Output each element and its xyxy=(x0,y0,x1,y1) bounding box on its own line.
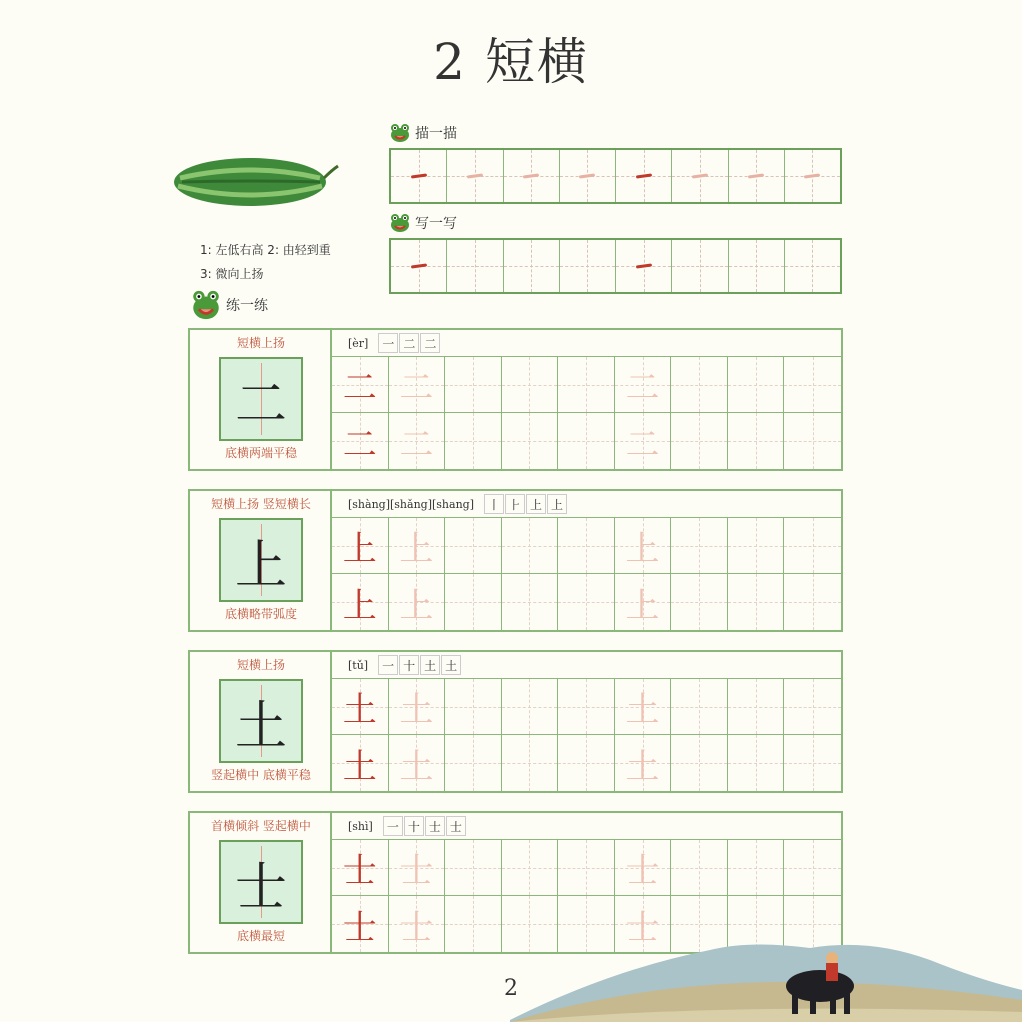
grid-cell[interactable] xyxy=(502,679,559,735)
write-cell[interactable] xyxy=(447,240,503,292)
trace-cell[interactable] xyxy=(729,150,785,202)
grid-cell[interactable] xyxy=(445,357,502,413)
model-character xyxy=(219,357,303,441)
practice-area xyxy=(332,491,841,630)
model-character xyxy=(219,679,303,763)
grid-cell[interactable] xyxy=(558,357,615,413)
pinyin-row xyxy=(332,330,841,357)
grid-cell[interactable]: 二 xyxy=(389,357,446,413)
practice-section-label xyxy=(190,288,268,322)
grid-cell[interactable]: 士 xyxy=(389,896,446,952)
grid-cell[interactable] xyxy=(445,679,502,735)
grid-cell[interactable]: 上 xyxy=(615,518,672,574)
pinyin: [shì] xyxy=(348,819,373,833)
pinyin-row xyxy=(332,652,841,679)
grid-cell[interactable] xyxy=(784,574,841,630)
grid-cell[interactable] xyxy=(558,574,615,630)
pinyin: [tǔ] xyxy=(348,658,369,672)
model-char: 土 xyxy=(234,696,287,757)
practice-label: 练一练 xyxy=(226,298,268,314)
practice-block-shang xyxy=(188,489,843,632)
trace-cell[interactable] xyxy=(785,150,840,202)
practice-block-tu xyxy=(188,650,843,793)
stroke-order xyxy=(484,494,568,514)
grid-cell[interactable]: 二 xyxy=(332,357,389,413)
tip-bottom: 底横略带弧度 xyxy=(224,607,297,621)
frog-icon xyxy=(389,212,411,234)
grid-cell[interactable] xyxy=(671,413,728,469)
grid-cell[interactable] xyxy=(728,518,785,574)
model-panel xyxy=(190,330,332,469)
model-panel xyxy=(190,652,332,791)
model-panel xyxy=(190,813,332,952)
pinyin-row xyxy=(332,491,841,518)
page-title: 2 短横 xyxy=(433,33,589,91)
writing-grid xyxy=(332,679,841,791)
trace-label: 描一描 xyxy=(415,126,457,142)
grid-cell[interactable] xyxy=(445,840,502,896)
grid-cell[interactable] xyxy=(671,679,728,735)
grid-cell[interactable]: 上 xyxy=(332,574,389,630)
stroke-step: 士 xyxy=(446,816,466,836)
stroke-step: 土 xyxy=(441,655,461,675)
stroke-step: 土 xyxy=(420,655,440,675)
write-cell[interactable] xyxy=(729,240,785,292)
write-cell[interactable] xyxy=(616,240,672,292)
grid-cell[interactable] xyxy=(784,840,841,896)
grid-cell[interactable] xyxy=(671,840,728,896)
page-number: 2 xyxy=(504,976,518,1001)
trace-cell[interactable] xyxy=(616,150,672,202)
grid-cell[interactable] xyxy=(502,735,559,791)
trace-cell[interactable] xyxy=(504,150,560,202)
tip-bottom: 底横两端平稳 xyxy=(224,446,297,460)
grid-cell[interactable] xyxy=(502,840,559,896)
stroke-step: 十 xyxy=(404,816,424,836)
grid-cell[interactable]: 上 xyxy=(332,518,389,574)
grid-cell[interactable] xyxy=(445,413,502,469)
grid-cell[interactable] xyxy=(784,735,841,791)
grid-cell[interactable] xyxy=(784,413,841,469)
write-cell[interactable] xyxy=(785,240,840,292)
gourd-illustration xyxy=(170,152,345,212)
grid-cell[interactable] xyxy=(502,413,559,469)
grid-cell[interactable] xyxy=(671,735,728,791)
tip-top: 短横上扬 xyxy=(236,658,285,672)
stroke-step: 一 xyxy=(378,655,398,675)
grid-cell[interactable]: 上 xyxy=(389,518,446,574)
tip-top: 首横倾斜 竖起横中 xyxy=(211,819,311,833)
grid-cell[interactable] xyxy=(445,574,502,630)
trace-grid xyxy=(389,148,842,204)
stroke-step: 士 xyxy=(425,816,445,836)
trace-cell[interactable] xyxy=(672,150,728,202)
grid-cell[interactable]: 士 xyxy=(389,840,446,896)
practice-block-er xyxy=(188,328,843,471)
write-cell[interactable] xyxy=(672,240,728,292)
grid-cell[interactable]: 土 xyxy=(332,735,389,791)
stroke-step: 二 xyxy=(399,333,419,353)
tips xyxy=(200,238,331,286)
write-grid xyxy=(389,238,842,294)
grid-cell[interactable] xyxy=(671,574,728,630)
pinyin: [èr] xyxy=(348,336,369,350)
grid-cell[interactable] xyxy=(445,896,502,952)
grid-cell[interactable] xyxy=(502,574,559,630)
pinyin-row xyxy=(332,813,841,840)
trace-cell[interactable] xyxy=(560,150,616,202)
stroke-step: 二 xyxy=(420,333,440,353)
grid-cell[interactable] xyxy=(728,574,785,630)
stroke-step: ⺊ xyxy=(505,494,525,514)
write-section-label xyxy=(389,212,457,234)
grid-cell[interactable] xyxy=(784,357,841,413)
model-panel xyxy=(190,491,332,630)
frog-icon xyxy=(389,122,411,144)
write-cell[interactable] xyxy=(391,240,447,292)
stroke-step: 上 xyxy=(526,494,546,514)
tip-top: 短横上扬 xyxy=(236,336,285,350)
practice-area xyxy=(332,330,841,469)
writing-grid xyxy=(332,357,841,469)
grid-cell[interactable] xyxy=(502,518,559,574)
grid-cell[interactable]: 土 xyxy=(615,735,672,791)
grid-cell[interactable]: 土 xyxy=(615,679,672,735)
pinyin: [shàng][shǎng][shang] xyxy=(348,497,474,511)
grid-cell[interactable]: 二 xyxy=(389,413,446,469)
tip-bottom: 竖起横中 底横平稳 xyxy=(211,768,311,782)
write-cell[interactable] xyxy=(504,240,560,292)
stroke-step: 十 xyxy=(399,655,419,675)
model-character xyxy=(219,840,303,924)
write-cell[interactable] xyxy=(560,240,616,292)
frog-icon xyxy=(190,288,222,322)
grid-cell[interactable] xyxy=(728,357,785,413)
grid-cell[interactable] xyxy=(558,840,615,896)
tip-bottom: 底横最短 xyxy=(236,929,285,943)
grid-cell[interactable]: 上 xyxy=(615,574,672,630)
grid-cell[interactable] xyxy=(558,413,615,469)
grid-cell[interactable] xyxy=(445,518,502,574)
tip-top: 短横上扬 竖短横长 xyxy=(211,497,311,511)
grid-cell[interactable] xyxy=(502,357,559,413)
stroke-order xyxy=(378,333,441,353)
stroke-step: 上 xyxy=(547,494,567,514)
grid-cell[interactable] xyxy=(784,679,841,735)
trace-cell[interactable] xyxy=(447,150,503,202)
tip-line-1: 1: 左低右高 2: 由轻到重 xyxy=(200,243,331,257)
model-character xyxy=(219,518,303,602)
trace-section-label xyxy=(389,122,457,144)
grid-cell[interactable] xyxy=(558,679,615,735)
grid-cell[interactable] xyxy=(728,840,785,896)
grid-cell[interactable] xyxy=(558,518,615,574)
grid-cell[interactable]: 士 xyxy=(332,840,389,896)
model-char: 上 xyxy=(234,535,287,596)
grid-cell[interactable]: 土 xyxy=(389,735,446,791)
stroke-step: 一 xyxy=(378,333,398,353)
grid-cell[interactable]: 二 xyxy=(332,413,389,469)
stroke-order xyxy=(378,655,462,675)
model-char: 士 xyxy=(234,857,287,918)
write-label: 写一写 xyxy=(415,216,457,232)
grid-cell[interactable] xyxy=(671,518,728,574)
trace-cell[interactable] xyxy=(391,150,447,202)
grid-cell[interactable]: 二 xyxy=(615,357,672,413)
grid-cell[interactable] xyxy=(671,357,728,413)
grid-cell[interactable] xyxy=(728,413,785,469)
grid-cell[interactable] xyxy=(784,518,841,574)
grid-cell[interactable]: 土 xyxy=(389,679,446,735)
stroke-step: 丨 xyxy=(484,494,504,514)
grid-cell[interactable] xyxy=(728,679,785,735)
grid-cell[interactable] xyxy=(728,735,785,791)
writing-grid xyxy=(332,518,841,630)
stroke-step: 一 xyxy=(383,816,403,836)
grid-cell[interactable] xyxy=(445,735,502,791)
model-char: 二 xyxy=(234,374,287,435)
grid-cell[interactable]: 土 xyxy=(332,679,389,735)
tip-line-2: 3: 微向上扬 xyxy=(200,267,264,281)
grid-cell[interactable]: 二 xyxy=(615,413,672,469)
grid-cell[interactable]: 上 xyxy=(389,574,446,630)
stroke-order xyxy=(383,816,467,836)
grid-cell[interactable]: 士 xyxy=(332,896,389,952)
grid-cell[interactable]: 士 xyxy=(615,896,672,952)
grid-cell[interactable]: 士 xyxy=(615,840,672,896)
practice-area xyxy=(332,652,841,791)
grid-cell[interactable] xyxy=(558,735,615,791)
